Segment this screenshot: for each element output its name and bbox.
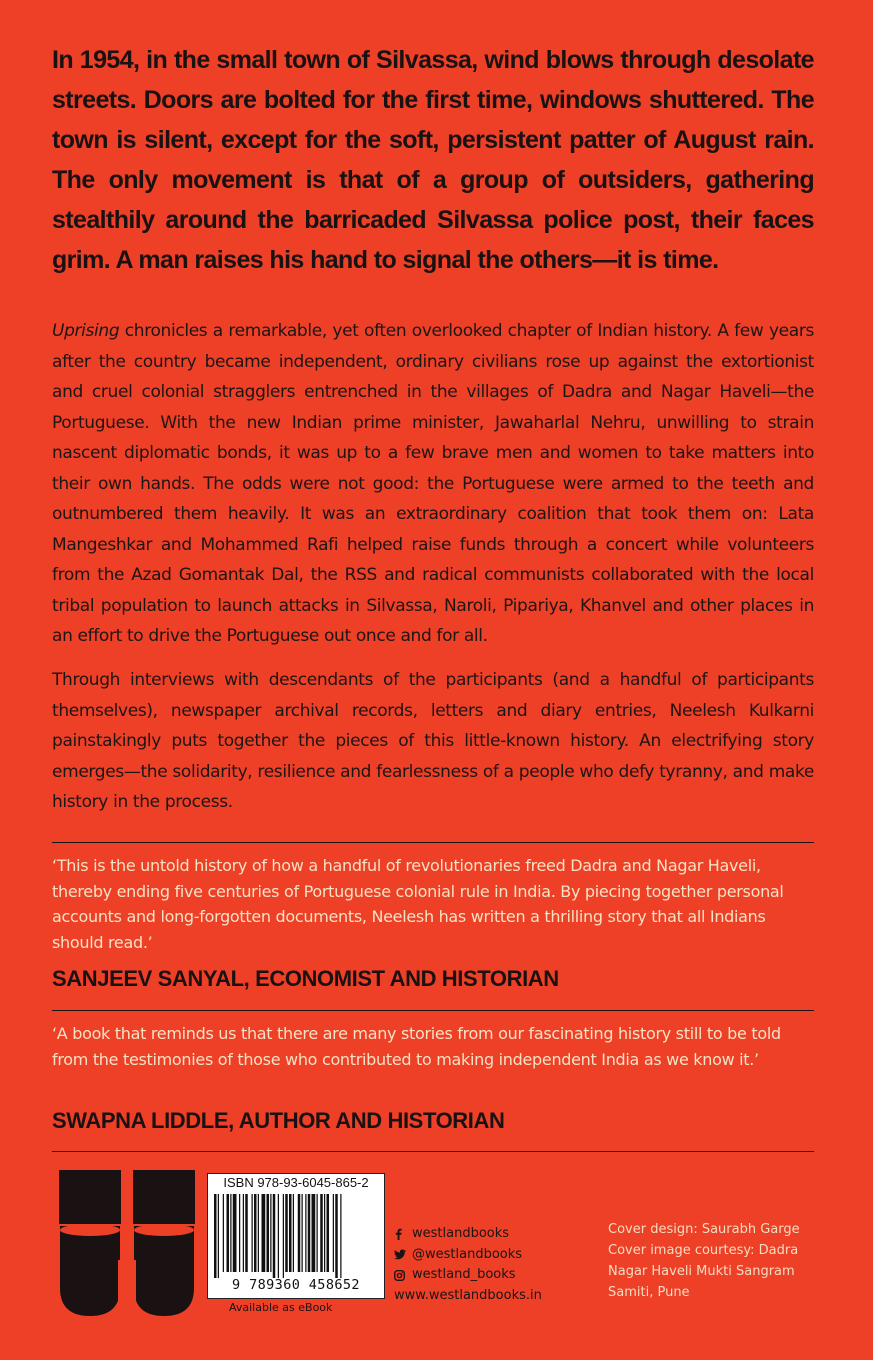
cover-image-credit: Cover image courtesy: Dadra Nagar Haveli Mukti Sangram Samiti, Pune — [608, 1243, 799, 1300]
facebook-icon — [394, 1228, 408, 1240]
barcode-digits: 9 789360 458652 — [232, 1277, 360, 1293]
endorsement-attribution-2: SWAPNA LIDDLE, AUTHOR AND HISTORIAN — [52, 1108, 505, 1133]
divider-middle — [52, 1010, 814, 1011]
website-link[interactable] — [394, 1286, 542, 1307]
endorsement-quote-1: ‘This is the untold history of how a handful of revolutionaries freed Dadra and Nagar Haveli, thereby ending five centuries of Portuguese colonial rule in India. By piecing together personal accounts and long-forgotten documents, Neelesh has written a thrilling story that all Indians should read.’ — [52, 856, 784, 952]
social-facebook[interactable] — [394, 1224, 542, 1245]
isbn-label: ISBN 978-93-6045-865-2 — [223, 1175, 369, 1190]
barcode-bars — [214, 1194, 378, 1278]
social-label: westlandbooks — [412, 1226, 510, 1241]
website-label: www.westlandbooks.in — [394, 1287, 542, 1303]
blurb-paragraph-2: Through interviews with descendants of the participants (and a handful of participants themselves), newspaper archival records, letters and diary entries, Neelesh Kulkarni painstakingly puts together the pieces of this little-known history. An electrifying story emerges—the solidarity, resilience and fearlessness of a people who defy tyranny, and make history in the process. — [52, 670, 814, 812]
social-instagram[interactable] — [394, 1265, 542, 1286]
cover-credits — [608, 1219, 823, 1303]
barcode — [207, 1173, 385, 1299]
social-twitter[interactable] — [394, 1245, 542, 1266]
publisher-logo — [52, 1170, 202, 1318]
blurb-lead: In 1954, in the small town of Silvassa, wind blows through desolate streets. Doors are bolted for the first time, windows shuttered. The town is silent, except for the soft, persistent patter of August rain. The only movement is that of a group of outsiders, gathering stealthily around the barricaded Silvassa police post, their faces grim. A man raises his hand to signal the others—it is time. — [52, 46, 814, 274]
social-label: @westlandbooks — [412, 1246, 523, 1262]
social-links — [394, 1224, 542, 1306]
blurb-paragraph-1-text: chronicles a remarkable, yet often overlooked chapter of Indian history. A few years after the country became independent, ordinary civilians rose up against the extortionist and cruel colonial stragglers entrenched in the villages of Dadra and Nagar Haveli—the Portuguese. With the new Indian prime minister, Jawaharlal Nehru, unwilling to strain nascent diplomatic bonds, it was up to a few brave men and women to take matters into their own hands. The odds were not good: the Portuguese were armed to the teeth and outnumbered them heavily. It was an extraordinary coalition that took them on: Lata Mangeshkar and Mohammed Rafi helped raise funds through a concert while volunteers from the Azad Gomantak Dal, the RSS and radical communists collaborated with the local tribal population to launch attacks in Silvassa, Naroli, Pipariya, Khanvel and other places in an effort to drive the Portuguese out once and for all. — [52, 321, 814, 646]
twitter-icon — [394, 1249, 408, 1260]
endorsement-attribution-1: SANJEEV SANYAL, ECONOMIST AND HISTORIAN — [52, 966, 559, 991]
cover-design-credit: Cover design: Saurabh Garge — [608, 1222, 800, 1237]
ebook-note: Available as eBook — [229, 1301, 333, 1314]
divider-bottom — [52, 1151, 814, 1152]
blurb-paragraph-1 — [52, 316, 814, 652]
divider-top — [52, 842, 814, 843]
endorsement-quote-2: ‘A book that reminds us that there are many stories from our fascinating history still to be told from the testimonies of those who contributed to making independent India as we know it.’ — [52, 1024, 781, 1069]
social-label: westland_books — [412, 1267, 516, 1282]
instagram-icon — [394, 1270, 408, 1281]
book-title-italic: Uprising — [52, 321, 120, 341]
